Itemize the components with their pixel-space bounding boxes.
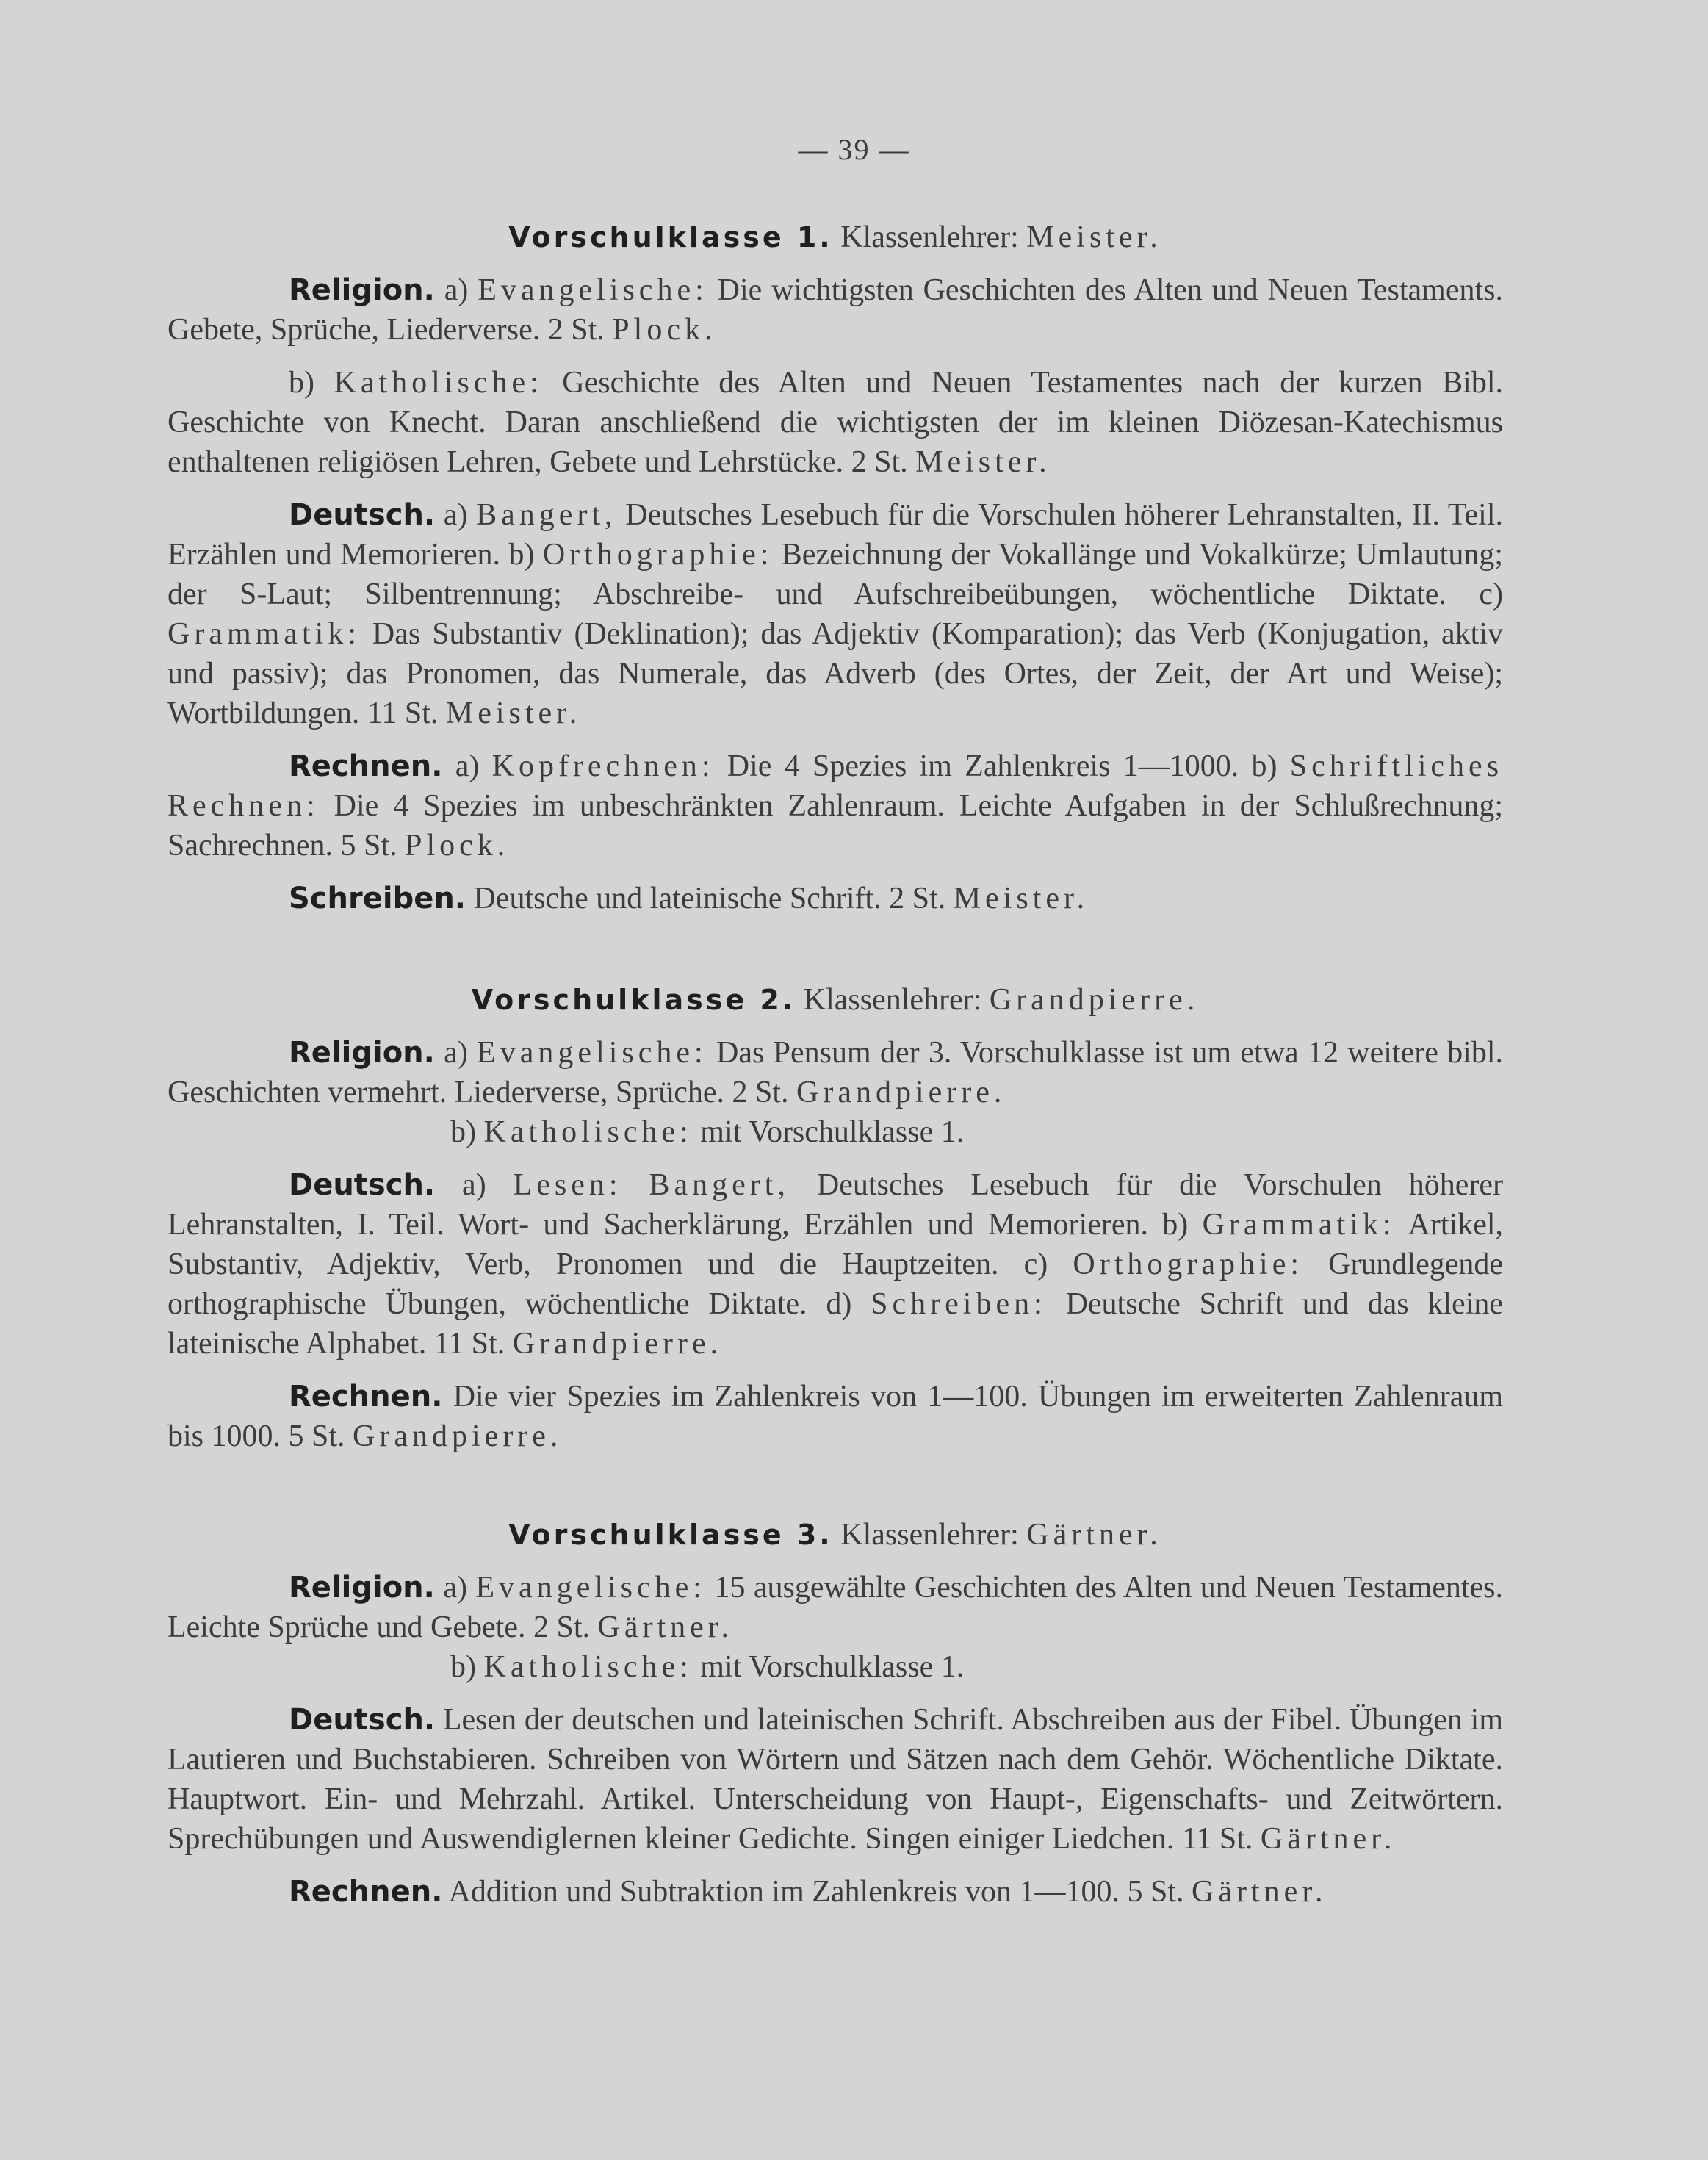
subject-label: Rechnen. (289, 1875, 443, 1909)
rechnen-paragraph (167, 746, 1503, 865)
item-prefix: b) (450, 1115, 476, 1149)
teacher-label: Klassenlehrer: (840, 1518, 1019, 1552)
item-prefix: b) (1162, 1208, 1189, 1242)
subject-label: Deutsch. (289, 498, 436, 532)
subject-label: Religion. (289, 1036, 435, 1070)
teacher-name: Grandpierre. (353, 1419, 563, 1453)
teacher-name: Plock. (612, 313, 717, 347)
item-text: Grundlegende orthographische Übungen, wöchentliche Diktate. (167, 1248, 1504, 1321)
item-keyword: Grammatik: (167, 617, 361, 651)
item-keyword: Schriftliches Rechnen: (167, 749, 1504, 823)
item-prefix: d) (826, 1287, 852, 1321)
item-keyword: Evangelische: (477, 1036, 707, 1070)
item-prefix: c) (1479, 577, 1503, 611)
class-teacher: Gärtner. (1026, 1518, 1162, 1552)
deutsch-paragraph (167, 1700, 1503, 1859)
religion-paragraph (167, 1033, 1503, 1112)
teacher-name: Plock. (405, 829, 510, 863)
class-heading (167, 217, 1503, 257)
item-prefix: a) (444, 1036, 468, 1070)
section-vorschulklasse-2 (167, 980, 1503, 1456)
religion-paragraph (167, 270, 1503, 350)
item-text: Die wichtigsten Geschichten des Alten und Neuen Testaments. Gebete, Sprüche, Liederverse. 2 St. (167, 273, 1504, 347)
teacher-name: Grandpierre. (512, 1327, 723, 1361)
item-text: Das Pensum der 3. Vorschulklasse ist um etwa 12 weitere bibl. Geschichten vermehrt. Liederverse, Sprüche. 2 St. (167, 1036, 1504, 1109)
item-keyword: Katholische: (334, 366, 543, 400)
item-text: Die 4 Spezies im Zahlenkreis 1—1000. (727, 749, 1239, 783)
item-text: Deutsches Lesebuch für die Vorschulen höherer Lehranstalten, I. Teil. Wort- und Sacherklärung, Erzählen und Memorieren. (167, 1168, 1503, 1242)
teacher-name: Meister. (953, 882, 1089, 915)
subject-label: Deutsch. (289, 1703, 436, 1737)
item-keyword: Grammatik: (1202, 1208, 1396, 1242)
item-text: Das Substantiv (Deklination); das Adjektiv (Komparation); das Verb (Konjugation, aktiv und passiv); das Pronomen, das Numerale, das Adverb (des Ortes, der Zeit, der Art und Weise); Wortbildungen. 11 St. (167, 617, 1504, 730)
subject-label: Rechnen. (289, 749, 443, 783)
item-text: mit Vorschulklasse 1. (700, 1650, 965, 1684)
item-text: mit Vorschulklasse 1. (700, 1115, 965, 1149)
teacher-label: Klassenlehrer: (840, 220, 1019, 254)
item-prefix: a) (443, 1571, 467, 1605)
page-number: — 39 — (798, 133, 910, 166)
item-prefix: b) (508, 538, 535, 572)
rechnen-paragraph (167, 1872, 1503, 1912)
schreiben-paragraph (167, 879, 1503, 918)
item-text: Deutsche Schrift und das kleine lateinische Alphabet. 11 St. (167, 1287, 1503, 1361)
deutsch-paragraph (167, 495, 1503, 733)
teacher-name: Gärtner. (597, 1610, 733, 1644)
item-keyword: Lesen: (513, 1168, 622, 1202)
item-prefix: b) (1251, 749, 1278, 783)
teacher-name: Grandpierre. (796, 1076, 1006, 1109)
class-title: Vorschulklasse 3. (508, 1519, 833, 1551)
class-heading (167, 980, 1503, 1020)
item-text: Artikel, Substantiv, Adjektiv, Verb, Pronomen und die Hauptzeiten. (167, 1208, 1504, 1281)
item-keyword: Orthographie: (542, 538, 774, 572)
item-prefix: a) (462, 1168, 486, 1202)
teacher-name: Gärtner. (1260, 1822, 1397, 1856)
item-keyword: Katholische: (483, 1650, 693, 1684)
item-text: Addition und Subtraktion im Zahlenkreis von 1—100. 5 St. (448, 1875, 1184, 1909)
religion-b-line (167, 1112, 1503, 1152)
item-text: 15 ausgewählte Geschichten des Alten und Neuen Testamentes. Leichte Sprüche und Gebete. 2 St. (167, 1571, 1504, 1644)
rechnen-paragraph (167, 1377, 1503, 1456)
religion-paragraph (167, 1568, 1503, 1647)
subject-label: Religion. (289, 1571, 435, 1605)
class-teacher: Grandpierre. (989, 983, 1200, 1017)
item-keyword: Kopfrechnen: (491, 749, 715, 783)
item-text: Geschichte des Alten und Neuen Testamentes nach der kurzen Bibl. Geschichte von Knecht. Daran anschließend die wichtigsten der im kleinen Diözesan-Katechismus enthaltenen religiösen Lehren, Gebete und Lehrstücke. 2 St. (167, 366, 1504, 479)
item-keyword: Bangert, (649, 1168, 790, 1202)
teacher-name: Meister. (915, 445, 1051, 479)
item-keyword: Katholische: (483, 1115, 693, 1149)
item-prefix: c) (1023, 1248, 1048, 1281)
item-text: Lesen der deutschen und lateinischen Schrift. Abschreiben aus der Fibel. Übungen im Lautieren und Buchstabieren. Schreiben von Wörtern und Sätzen nach dem Gehör. Wöchentliche Diktate. Hauptwort. Ein- und Mehrzahl. Artikel. Unterscheidung von Haupt-, Eigenschafts- und Zeitwörtern. Sprechübungen und Auswendiglernen kleiner Gedichte. Singen einiger Liedchen. 11 St. (167, 1703, 1504, 1856)
item-text: Deutsches Lesebuch für die Vorschulen höherer Lehranstalten, II. Teil. Erzählen und Memorieren. (167, 498, 1504, 572)
page-content (167, 198, 1503, 1912)
religion-b-line (167, 1647, 1503, 1687)
class-title: Vorschulklasse 2. (471, 984, 796, 1016)
subject-label: Schreiben. (289, 882, 466, 915)
class-teacher: Meister. (1026, 220, 1162, 254)
item-prefix: a) (443, 498, 468, 532)
item-text: Deutsche und lateinische Schrift. 2 St. (473, 882, 946, 915)
class-heading (167, 1515, 1503, 1555)
item-keyword: Evangelische: (475, 1571, 706, 1605)
class-title: Vorschulklasse 1. (508, 221, 833, 253)
section-vorschulklasse-1 (167, 217, 1503, 918)
item-prefix: b) (289, 366, 314, 400)
item-text: Bezeichnung der Vokallänge und Vokalkürze; Umlautung; der S-Laut; Silbentrennung; Abschreibe- und Aufschreibeübungen, wöchentliche Diktate. (167, 538, 1503, 611)
item-keyword: Evangelische: (478, 273, 708, 307)
teacher-label: Klassenlehrer: (803, 983, 982, 1017)
subject-label: Rechnen. (289, 1380, 443, 1414)
religion-b-paragraph (167, 363, 1503, 482)
item-prefix: b) (450, 1650, 476, 1684)
item-prefix: a) (455, 749, 480, 783)
deutsch-paragraph (167, 1165, 1503, 1364)
item-text: Die 4 Spezies im unbeschränkten Zahlenraum. Leichte Aufgaben in der Schlußrechnung; Sachrechnen. 5 St. (167, 789, 1504, 863)
item-text: Die vier Spezies im Zahlenkreis von 1—100. Übungen im erweiterten Zahlenraum bis 1000. 5 St. (167, 1380, 1504, 1453)
subject-label: Deutsch. (289, 1168, 436, 1202)
section-vorschulklasse-3 (167, 1515, 1503, 1912)
teacher-name: Meister. (445, 696, 582, 730)
item-keyword: Schreiben: (871, 1287, 1047, 1321)
subject-label: Religion. (289, 273, 435, 307)
teacher-name: Gärtner. (1192, 1875, 1327, 1909)
item-prefix: a) (444, 273, 469, 307)
item-keyword: Orthographie: (1073, 1248, 1303, 1281)
item-keyword: Bangert, (476, 498, 617, 532)
